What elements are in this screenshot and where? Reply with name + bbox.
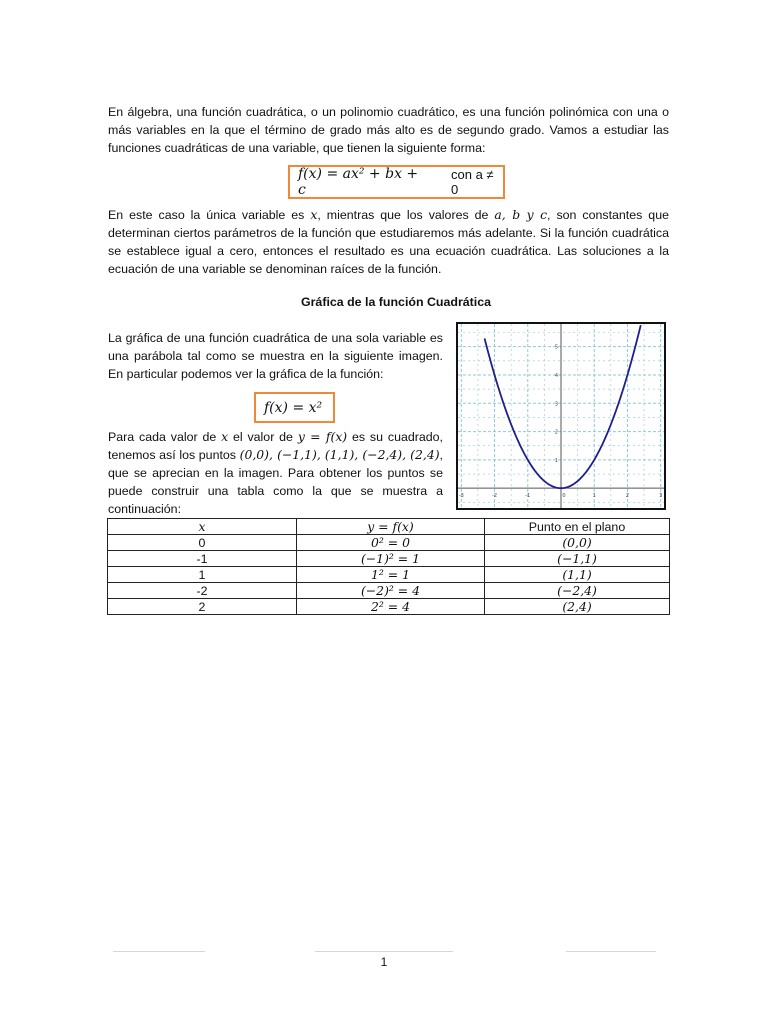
- y-tick-label: 2: [554, 429, 558, 436]
- variables-text-1: En este caso la única variable es: [108, 208, 311, 222]
- points-list: (0,0), (−1,1), (1,1), (−2,4), (2,4): [239, 447, 440, 462]
- table-cell-y: 2² = 4: [297, 599, 485, 615]
- main-formula-box: [288, 165, 505, 199]
- parabola-curve: [485, 325, 641, 488]
- points-text-2: el valor de: [228, 430, 298, 444]
- parabola-graph: [456, 322, 666, 510]
- table-row: [108, 599, 670, 615]
- table-cell-y: (−1)² = 1: [297, 551, 485, 567]
- points-x: x: [221, 429, 229, 444]
- section-title: Gráfica de la función Cuadrática: [300, 295, 492, 309]
- x-tick-label: 2: [625, 493, 630, 500]
- points-text-3: es su cuadrado, tenemos así los puntos: [108, 430, 443, 462]
- points-table: [107, 518, 670, 615]
- table-header-row: [108, 519, 670, 535]
- table-row: [108, 551, 670, 567]
- variable-x: x: [310, 207, 318, 222]
- x-tick-label: 1: [592, 493, 596, 500]
- table-cell-x: 0: [108, 535, 297, 551]
- y-tick-label: 3: [554, 401, 558, 408]
- x-tick-label: 3: [659, 493, 663, 500]
- page-number: 1: [380, 955, 388, 969]
- table-header-y: y = f(x): [297, 519, 485, 535]
- footer-divider-left: [113, 951, 205, 952]
- points-y: y = f(x): [297, 429, 348, 444]
- footer-divider-right: [566, 951, 656, 952]
- intro-paragraph: En álgebra, una función cuadrática, o un polinomio cuadrático, es una función polinómica con una o más variables en la que el término de grado más alto es de segundo grado. Vamos a estudiar las funciones cuadráticas de una variable, que tienen la siguiente forma:: [108, 105, 669, 155]
- table-cell-x: 2: [108, 599, 297, 615]
- table-cell-point: (−1,1): [485, 551, 670, 567]
- x-tick-label: 0: [562, 493, 566, 500]
- table-cell-point: (0,0): [485, 535, 670, 551]
- points-text-1: Para cada valor de: [108, 430, 222, 444]
- graph-paragraph: La gráfica de una función cuadrática de una sola variable es una parábola tal como se muestra en la siguiente imagen. En particular podemos ver la gráfica de la función:: [108, 331, 443, 381]
- table-cell-y: (−2)² = 4: [297, 583, 485, 599]
- table-header-x: x: [108, 519, 297, 535]
- y-tick-label: 4: [554, 372, 558, 379]
- main-formula-condition: con a ≠ 0: [451, 167, 494, 197]
- table-cell-y: 0² = 0: [297, 535, 485, 551]
- square-formula-box: [254, 392, 335, 423]
- table-row: [108, 583, 670, 599]
- x-tick-label: -3: [458, 493, 464, 500]
- points-text-4: , que se aprecian en la imagen. Para obtener los puntos se puede construir una tabla como la que se muestra a continuación:: [108, 448, 443, 516]
- variables-text-3: , son constantes que determinan ciertos parámetros de la función que estudiaremos más adelante. Si la función cuadrática se establece igual a cero, entonces el resultado es una ecuación cuadrática. Las soluciones a la ecuación de una variable se denominan raíces de la función.: [108, 208, 669, 276]
- main-formula-expression: f(x) = ax² + bx + c: [298, 166, 419, 198]
- table-cell-point: (2,4): [485, 599, 670, 615]
- parabola-chart-svg: [458, 324, 664, 508]
- table-cell-y: 1² = 1: [297, 567, 485, 583]
- y-tick-label: 1: [554, 457, 558, 464]
- points-paragraph: [108, 428, 443, 518]
- table-header-point: Punto en el plano: [485, 519, 670, 535]
- variables-abc: a, b y c: [494, 207, 548, 222]
- table-row: [108, 567, 670, 583]
- table-row: [108, 535, 670, 551]
- x-tick-label: -1: [525, 493, 531, 500]
- variables-text-2: , mientras que los valores de: [317, 208, 495, 222]
- y-tick-label: 5: [554, 344, 558, 351]
- table-cell-x: -1: [108, 551, 297, 567]
- footer-divider-center: [315, 951, 453, 952]
- variables-paragraph: [108, 206, 669, 278]
- table-cell-point: (1,1): [485, 567, 670, 583]
- x-tick-label: -2: [492, 493, 498, 500]
- table-cell-x: 1: [108, 567, 297, 583]
- square-formula: f(x) = x²: [264, 399, 323, 416]
- table-cell-x: -2: [108, 583, 297, 599]
- table-cell-point: (−2,4): [485, 583, 670, 599]
